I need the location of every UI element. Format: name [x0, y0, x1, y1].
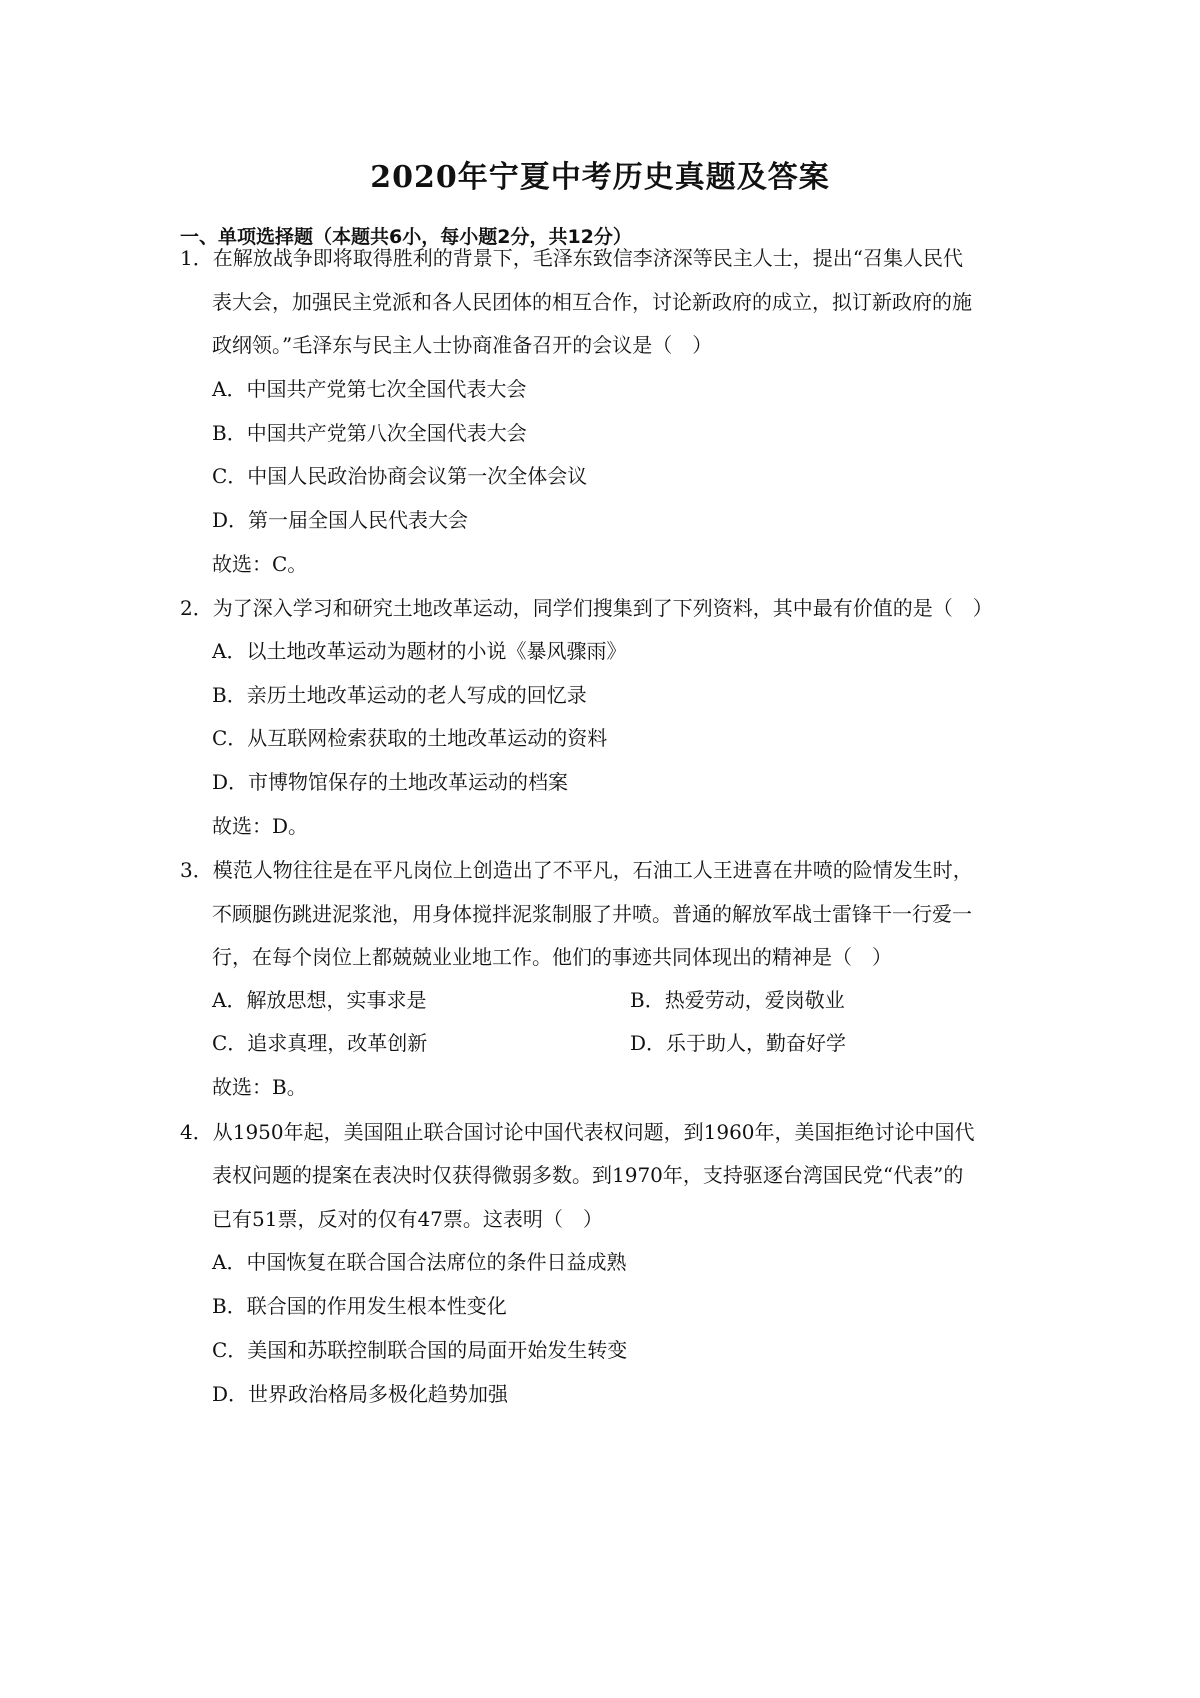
question-3-option-b: B．热爱劳动，爱岗敬业 [630, 988, 845, 1012]
question-3-line-3: 行，在每个岗位上都兢兢业业地工作。他们的事迹共同体现出的精神是（ ） [212, 945, 892, 969]
question-3-answer: 故选：B。 [212, 1075, 307, 1099]
question-4-line-1: 4．从1950年起，美国阻止联合国讨论中国代表权问题，到1960年，美国拒绝讨论中国代 [180, 1120, 975, 1144]
question-1-option-a: A．中国共产党第七次全国代表大会 [212, 377, 527, 401]
question-1-option-d: D．第一届全国人民代表大会 [212, 508, 469, 532]
question-3-line-2: 不顾腿伤跳进泥浆池，用身体搅拌泥浆制服了井喷。普通的解放军战士雷锋干一行爱一 [212, 902, 972, 926]
question-2-option-a: A．以土地改革运动为题材的小说《暴风骤雨》 [212, 639, 627, 663]
question-4-line-3: 已有51票，反对的仅有47票。这表明（ ） [212, 1207, 603, 1231]
question-4-option-a: A．中国恢复在联合国合法席位的条件日益成熟 [212, 1250, 627, 1274]
question-2-option-b: B．亲历土地改革运动的老人写成的回忆录 [212, 683, 587, 707]
question-2-option-c: C．从互联网检索获取的土地改革运动的资料 [212, 726, 608, 750]
question-1-option-c: C．中国人民政治协商会议第一次全体会议 [212, 464, 588, 488]
question-4-option-b: B．联合国的作用发生根本性变化 [212, 1294, 507, 1318]
section-heading: 一、单项选择题（本题共6小，每小题2分，共12分） [180, 226, 632, 248]
question-1-line-1: 1．在解放战争即将取得胜利的背景下，毛泽东致信李济深等民主人士，提出“召集人民代 [180, 246, 963, 270]
question-1-option-b: B．中国共产党第八次全国代表大会 [212, 421, 527, 445]
question-4-option-c: C．美国和苏联控制联合国的局面开始发生转变 [212, 1338, 628, 1362]
question-3-option-c: C．追求真理，改革创新 [212, 1031, 428, 1055]
question-1-answer: 故选：C。 [212, 552, 308, 576]
question-3-line-1: 3．模范人物往往是在平凡岗位上创造出了不平凡，石油工人王进喜在井喷的险情发生时， [180, 858, 973, 882]
question-4-option-d: D．世界政治格局多极化趋势加强 [212, 1382, 509, 1406]
question-2-line-1: 2．为了深入学习和研究土地改革运动，同学们搜集到了下列资料，其中最有价值的是（ ） [180, 596, 993, 620]
question-3-option-d: D．乐于助人，勤奋好学 [630, 1031, 847, 1055]
question-2-option-d: D．市博物馆保存的土地改革运动的档案 [212, 770, 569, 794]
question-2-answer: 故选：D。 [212, 814, 309, 838]
question-4-line-2: 表权问题的提案在表决时仅获得微弱多数。到1970年，支持驱逐台湾国民党“代表”的 [212, 1163, 964, 1187]
document-title: 2020年宁夏中考历史真题及答案 [370, 160, 830, 195]
question-1-line-3: 政纲领。”毛泽东与民主人士协商准备召开的会议是（ ） [212, 333, 713, 357]
question-1-line-2: 表大会，加强民主党派和各人民团体的相互合作，讨论新政府的成立，拟订新政府的施 [212, 290, 972, 314]
question-3-option-a: A．解放思想，实事求是 [212, 988, 427, 1012]
